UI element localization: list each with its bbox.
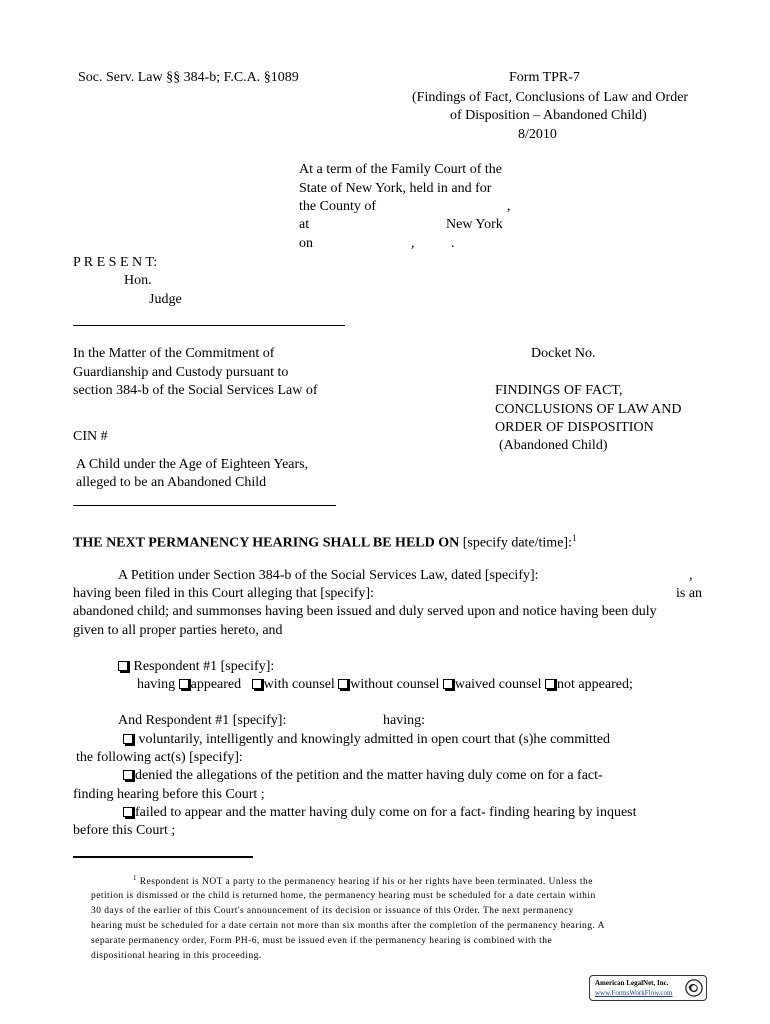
globe-logo-icon (685, 979, 703, 997)
footnote-mark: 1 (133, 874, 137, 882)
appeared-label: appeared (190, 677, 242, 692)
with-counsel-checkbox[interactable] (252, 679, 262, 689)
form-title-line1: (Findings of Fact, Conclusions of Law and Order (412, 90, 689, 105)
failed-to-appear-checkbox[interactable] (123, 807, 133, 817)
document-title-line3: ORDER OF DISPOSITION (495, 420, 654, 435)
having-label: having (137, 677, 176, 692)
appearance-row (137, 676, 633, 694)
option-admitted-row (123, 731, 610, 749)
admitted-label: voluntarily, intelligently and knowingly admitted in open court that (s)he committed (138, 732, 610, 747)
footnote-line1 (133, 871, 593, 890)
not-appeared-label: not appeared; (557, 677, 633, 692)
admitted-checkbox[interactable] (123, 734, 133, 744)
court-term-line1: At a term of the Family Court of the (299, 162, 502, 177)
petition-line4: given to all proper parties hereto, and (73, 623, 283, 638)
present-hon: Hon. (124, 273, 152, 288)
court-term-date-comma: , (411, 236, 415, 251)
present-label: P R E S E N T: (73, 255, 158, 270)
caption-child-line2: alleged to be an Abandoned Child (76, 475, 267, 490)
not-appeared-checkbox[interactable] (545, 679, 555, 689)
docket-number-label: Docket No. (531, 346, 596, 361)
court-term-at: at (299, 217, 310, 232)
having-colon-label: having: (383, 713, 425, 728)
caption-child-line1: A Child under the Age of Eighteen Years, (76, 457, 309, 472)
without-counsel-checkbox[interactable] (338, 679, 348, 689)
next-hearing-bold: THE NEXT PERMANENCY HEARING SHALL BE HELD ON (73, 535, 460, 551)
petition-line2: having been filed in this Court alleging that [specify]: (73, 586, 374, 601)
publisher-url[interactable]: www.FormsWorkFlow.com (595, 989, 673, 997)
respondent-label: Respondent #1 [specify]: (133, 659, 275, 674)
publisher-logo[interactable] (589, 975, 707, 1001)
next-hearing-notice (73, 529, 576, 553)
caption-line2: Guardianship and Custody pursuant to (73, 365, 289, 380)
petition-line3: abandoned child; and summonses having been issued and duly served upon and notice having been duly (73, 604, 657, 619)
without-counsel-label: without counsel (350, 677, 440, 692)
present-judge: Judge (149, 292, 182, 307)
petition-line1-comma: , (689, 568, 693, 583)
petition-line1: A Petition under Section 384-b of the Social Services Law, dated [specify]: (118, 568, 539, 583)
and-respondent-label: And Respondent #1 [specify]: (118, 713, 287, 728)
footnote-line5: separate permanency order, Form PH-6, must be issued even if the permanency hearing is combined with the (91, 936, 553, 946)
form-date: 8/2010 (518, 127, 557, 142)
footnote-separator (73, 856, 253, 858)
denied-checkbox[interactable] (123, 770, 133, 780)
option-failed-row (123, 804, 637, 822)
respondent-row (118, 658, 274, 676)
court-term-line2: State of New York, held in and for (299, 181, 492, 196)
failed-to-appear-label: failed to appear and the matter having duly come on for a fact- finding hearing by inquest (135, 805, 637, 820)
form-id: Form TPR-7 (509, 70, 580, 85)
court-term-on: on (299, 236, 313, 251)
statute-citation: Soc. Serv. Law §§ 384-b; F.C.A. §1089 (78, 70, 299, 85)
respondent-checkbox[interactable] (118, 661, 128, 671)
form-title-line2: of Disposition – Abandoned Child) (450, 108, 647, 123)
court-term-comma: , (507, 199, 511, 214)
denied-label: denied the allegations of the petition and the matter having duly come on for a fact- (135, 768, 603, 783)
waived-counsel-label: waived counsel (454, 677, 542, 692)
footnote-line4: hearing must be scheduled for a date certain not more than six months after the completion of the permanency hearing. A (91, 921, 605, 931)
petition-line2-end: is an (676, 586, 703, 601)
failed-line2: before this Court ; (73, 823, 176, 838)
caption-bottom-rule (73, 505, 336, 506)
footnote-text-line1: Respondent is NOT a party to the permanency hearing if his or her rights have been terminated. Unless the (139, 877, 593, 888)
publisher-name: American LegalNet, Inc. (595, 979, 669, 987)
caption-line3: section 384-b of the Social Services Law of (73, 383, 318, 398)
caption-top-rule (73, 325, 345, 326)
footnote-line6: dispositional hearing in this proceeding. (91, 951, 262, 961)
appeared-checkbox[interactable] (179, 679, 189, 689)
footnote-line2: petition is dismissed or the child is returned home, the permanency hearing must be scheduled for a date certain within (91, 891, 596, 901)
court-term-period: . (451, 236, 455, 251)
caption-cin: CIN # (73, 429, 108, 444)
footnote-line3: 30 days of the earlier of this Court's announcement of its decision or issuance of this Order. The next permanency (91, 906, 574, 916)
document-title-line4: (Abandoned Child) (499, 438, 608, 453)
option-denied-row (123, 767, 603, 785)
admitted-line2: the following act(s) [specify]: (76, 750, 243, 765)
next-hearing-specify: [specify date/time]: (462, 535, 572, 551)
document-title-line1: FINDINGS OF FACT, (495, 383, 623, 398)
footnote-ref[interactable]: 1 (571, 533, 577, 543)
court-term-county: the County of (299, 199, 376, 214)
waived-counsel-checkbox[interactable] (443, 679, 453, 689)
court-term-state: New York (446, 217, 503, 232)
with-counsel-label: with counsel (263, 677, 335, 692)
caption-line1: In the Matter of the Commitment of (73, 346, 275, 361)
denied-line2: finding hearing before this Court ; (73, 787, 265, 802)
document-title-line2: CONCLUSIONS OF LAW AND (495, 402, 682, 417)
